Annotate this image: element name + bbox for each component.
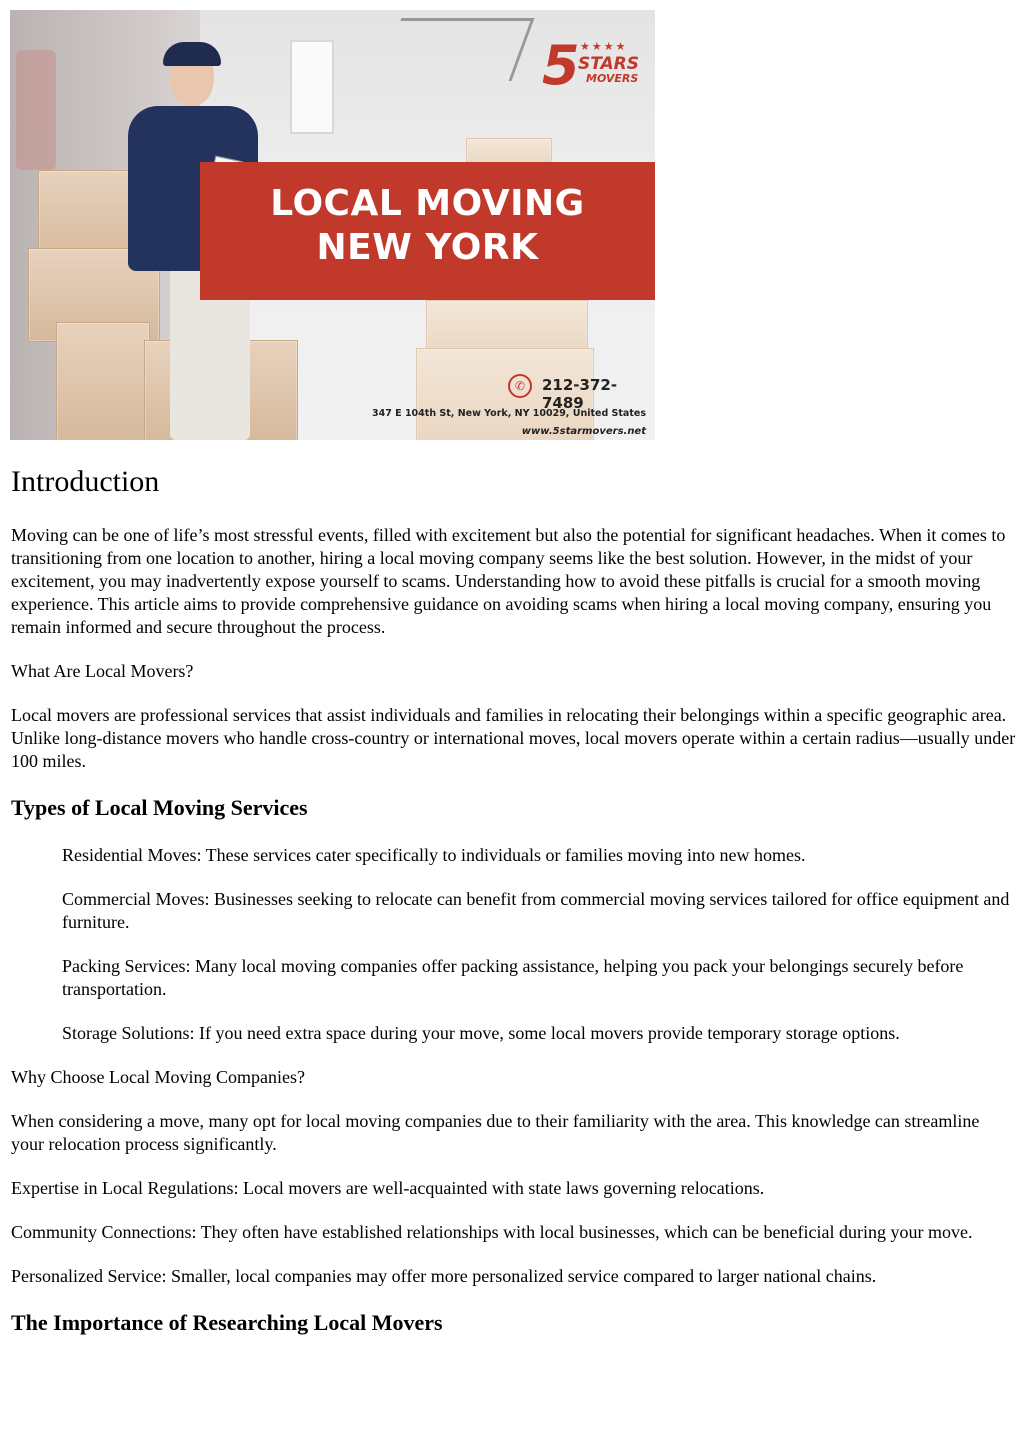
- list-item: Packing Services: Many local moving companies offer packing assistance, helping you pack your belongings securely before transportation.: [62, 956, 964, 999]
- intro-heading: Introduction: [11, 465, 160, 498]
- list-item: Residential Moves: These services cater specifically to individuals or families moving into new homes.: [62, 845, 806, 865]
- phone-number: 212-372-7489: [542, 376, 618, 412]
- list-item: Personalized Service: Smaller, local companies may offer more personalized service compared to larger national chains.: [11, 1266, 877, 1286]
- logo-number: 5: [542, 34, 580, 97]
- list-item: Storage Solutions: If you need extra space during your move, some local movers provide temporary storage options.: [62, 1023, 900, 1043]
- website: www.5starmovers.net: [521, 426, 646, 437]
- logo-stars: ★★★★: [580, 41, 628, 53]
- list-item: Commercial Moves: Businesses seeking to relocate can benefit from commercial moving services tailored for office equipment and furniture.: [62, 889, 1010, 932]
- doorway: [290, 40, 334, 134]
- moving-box: [56, 322, 150, 440]
- logo-word-movers: MOVERS: [586, 72, 639, 85]
- logo-word-stars: STARS: [578, 54, 640, 74]
- hero-banner-image: [10, 10, 655, 440]
- why-paragraph: When considering a move, many opt for local moving companies due to their familiarity with the area. This knowledge can streamline your relocation process significantly.: [11, 1111, 980, 1154]
- headline-line-2: NEW YORK: [316, 227, 539, 268]
- types-heading: Types of Local Moving Services: [11, 795, 308, 820]
- mover-cap: [163, 42, 221, 66]
- van-taillight: [16, 50, 56, 170]
- what-are-paragraph: Local movers are professional services that assist individuals and families in relocating their belongings within a specific geographic area. Unlike long-distance movers who handle cross-country or international moves, local movers operate within a certain radius—usually under 100 miles.: [11, 705, 1016, 771]
- headline-line-1: LOCAL MOVING: [270, 183, 585, 224]
- banner-headline: [200, 182, 655, 270]
- list-item: Expertise in Local Regulations: Local movers are well-acquainted with state laws governing relocations.: [11, 1178, 765, 1198]
- address: 347 E 104th St, New York, NY 10029, United States: [372, 408, 646, 419]
- types-list: [11, 844, 1016, 1045]
- why-heading: Why Choose Local Moving Companies?: [11, 1067, 305, 1087]
- article-body: [11, 462, 1016, 1359]
- contact-block: [366, 370, 646, 440]
- phone-icon: ✆: [508, 374, 532, 398]
- awning: [379, 18, 535, 81]
- research-heading: The Importance of Researching Local Movers: [11, 1310, 443, 1335]
- intro-paragraph: Moving can be one of life’s most stressful events, filled with excitement but also the potential for significant headaches. When it comes to transitioning from one location to another, hiring a local moving company seems like the best solution. However, in the midst of your excitement, you may inadvertently expose yourself to scams. Understanding how to avoid these pitfalls is crucial for a smooth moving experience. This article aims to provide comprehensive guidance on avoiding scams when hiring a local moving company, ensuring you remain informed and secure throughout the process.: [11, 525, 1006, 637]
- company-logo: [538, 36, 648, 100]
- list-item: Community Connections: They often have established relationships with local businesses, which can be beneficial during your move.: [11, 1222, 973, 1242]
- what-are-heading: What Are Local Movers?: [11, 661, 194, 681]
